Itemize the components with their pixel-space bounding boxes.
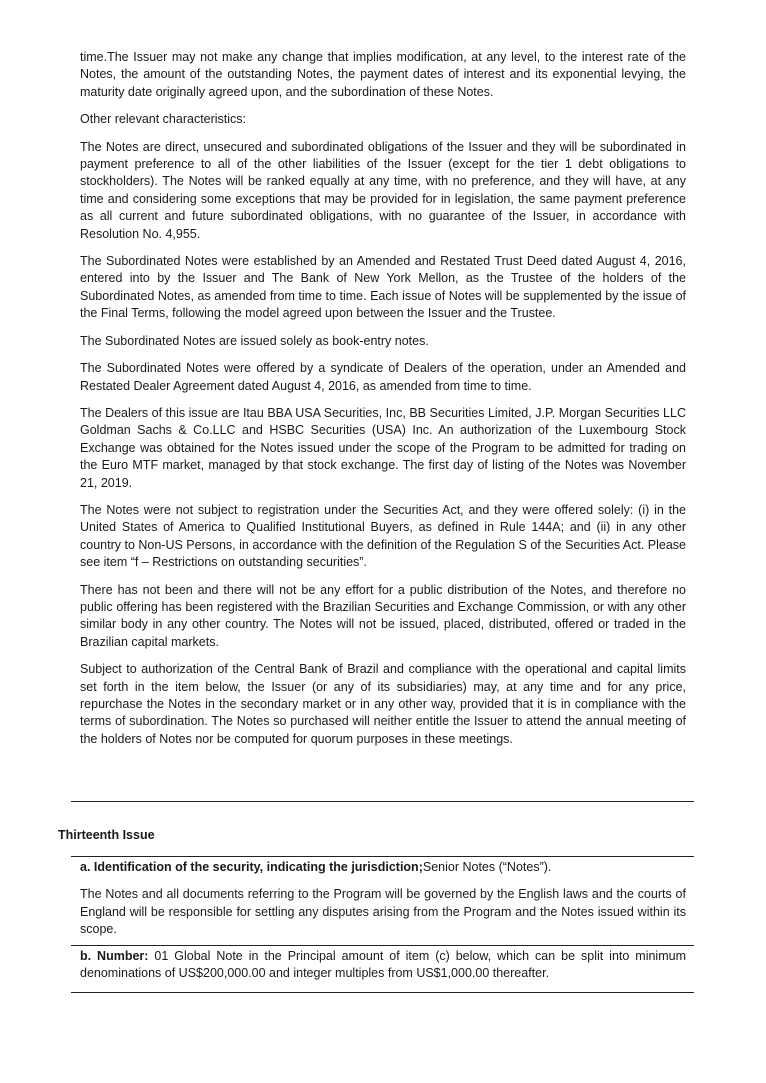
item-a-value: Senior Notes (“Notes”). [422, 860, 552, 874]
paragraph-dealers-list: The Dealers of this issue are Itau BBA USA Securities, Inc, BB Securities Limited, J.P. Morgan Securities LLC Goldman Sachs & Co.LLC and HSBC Securities (USA) Inc. An authorization of the Luxembourg Stock Exchange was obtained for the Notes issued under the scope of the Program to be admitted for trading on the Euro MTF market, managed by that stock exchange. The first day of listing of the Notes was November 21, 2019. [80, 405, 686, 490]
paragraph-trust-deed: The Subordinated Notes were established by an Amended and Restated Trust Deed dated August 4, 2016, entered into by the Issuer and The Bank of New York Mellon, as the Trustee of the holders of the Subordinated Notes, as amended from time to time. Each issue of Notes will be supplemented by the issue of the Final Terms, following the model agreed upon between the Issuer and the Trustee. [80, 254, 686, 321]
item-a-paragraph: The Notes and all documents referring to the Program will be governed by the English laws and the courts of England will be responsible for settling any disputes arising from the Program and the Notes issued within its scope. [80, 887, 686, 937]
paragraph-interest-rate: time.The Issuer may not make any change that implies modification, at any level, to the interest rate of the Notes, the amount of the outstanding Notes, the payment dates of interest and its exponential levying, the maturity date originally agreed upon, and the subordination of these Notes. [80, 50, 686, 99]
item-a-block [80, 859, 686, 949]
paragraph-other-characteristics: Other relevant characteristics: [80, 112, 247, 127]
divider [71, 945, 694, 946]
section-title: Thirteenth Issue [58, 828, 155, 842]
paragraph-ranking: The Notes are direct, unsecured and subordinated obligations of the Issuer and they will be subordinated in payment preference to all of the other liabilities of the Issuer (except for the tier 1 debt obligations to stockholders). The Notes will be ranked equally at any time, with no preference, and they will have, at any time and considering some exceptions that may be provided for in legislation, the same payment preference as all current and future subordinated obligations, with no guarantee of the Issuer, in accordance with Resolution No. 4,955. [80, 139, 686, 241]
item-a-line [80, 859, 686, 876]
paragraph-dealers-syndicate: The Subordinated Notes were offered by a syndicate of Dealers of the operation, under an Amended and Restated Dealer Agreement dated August 4, 2016, as amended from time to time. [80, 361, 686, 393]
paragraph-book-entry: The Subordinated Notes are issued solely as book-entry notes. [80, 333, 429, 348]
subordinated-notes-section [80, 49, 686, 758]
divider [71, 856, 694, 857]
item-b-label: b. Number: [80, 949, 149, 963]
divider [71, 801, 694, 802]
item-a-label: a. Identification of the security, indicating the jurisdiction; [80, 860, 423, 874]
divider [71, 992, 694, 993]
item-b-block [80, 948, 686, 993]
item-b-line [80, 948, 686, 983]
item-b-value: 01 Global Note in the Principal amount of item (c) below, which can be split into minimum denominations of US$200,000.00 and integer multiples from US$1,000.00 thereafter. [80, 949, 686, 981]
paragraph-registration: The Notes were not subject to registration under the Securities Act, and they were offered solely: (i) in the United States of America to Qualified Institutional Buyers, as defined in Rule 144A; and (ii) in any other country to Non-US Persons, in accordance with the definition of the Regulation S of the Securities Act. Please see item “f – Restrictions on outstanding securities”. [80, 502, 686, 570]
paragraph-public-distribution: There has not been and there will not be any effort for a public distribution of the Notes, and therefore no public offering has been registered with the Brazilian Securities and Exchange Commission, or with any other similar body in any other country. The Notes will not be issued, placed, distributed, offered or traded in the Brazilian capital markets. [80, 582, 686, 649]
paragraph-repurchase: Subject to authorization of the Central Bank of Brazil and compliance with the operational and capital limits set forth in the item below, the Issuer (or any of its subsidiaries) may, at any time and for any price, repurchase the Notes in the secondary market or in any other way, provided that it is in compliance with the terms of subordination. The Notes so purchased will neither entitle the Issuer to attend the annual meeting of the holders of Notes nor be computed for quorum purposes in these meetings. [80, 662, 686, 746]
